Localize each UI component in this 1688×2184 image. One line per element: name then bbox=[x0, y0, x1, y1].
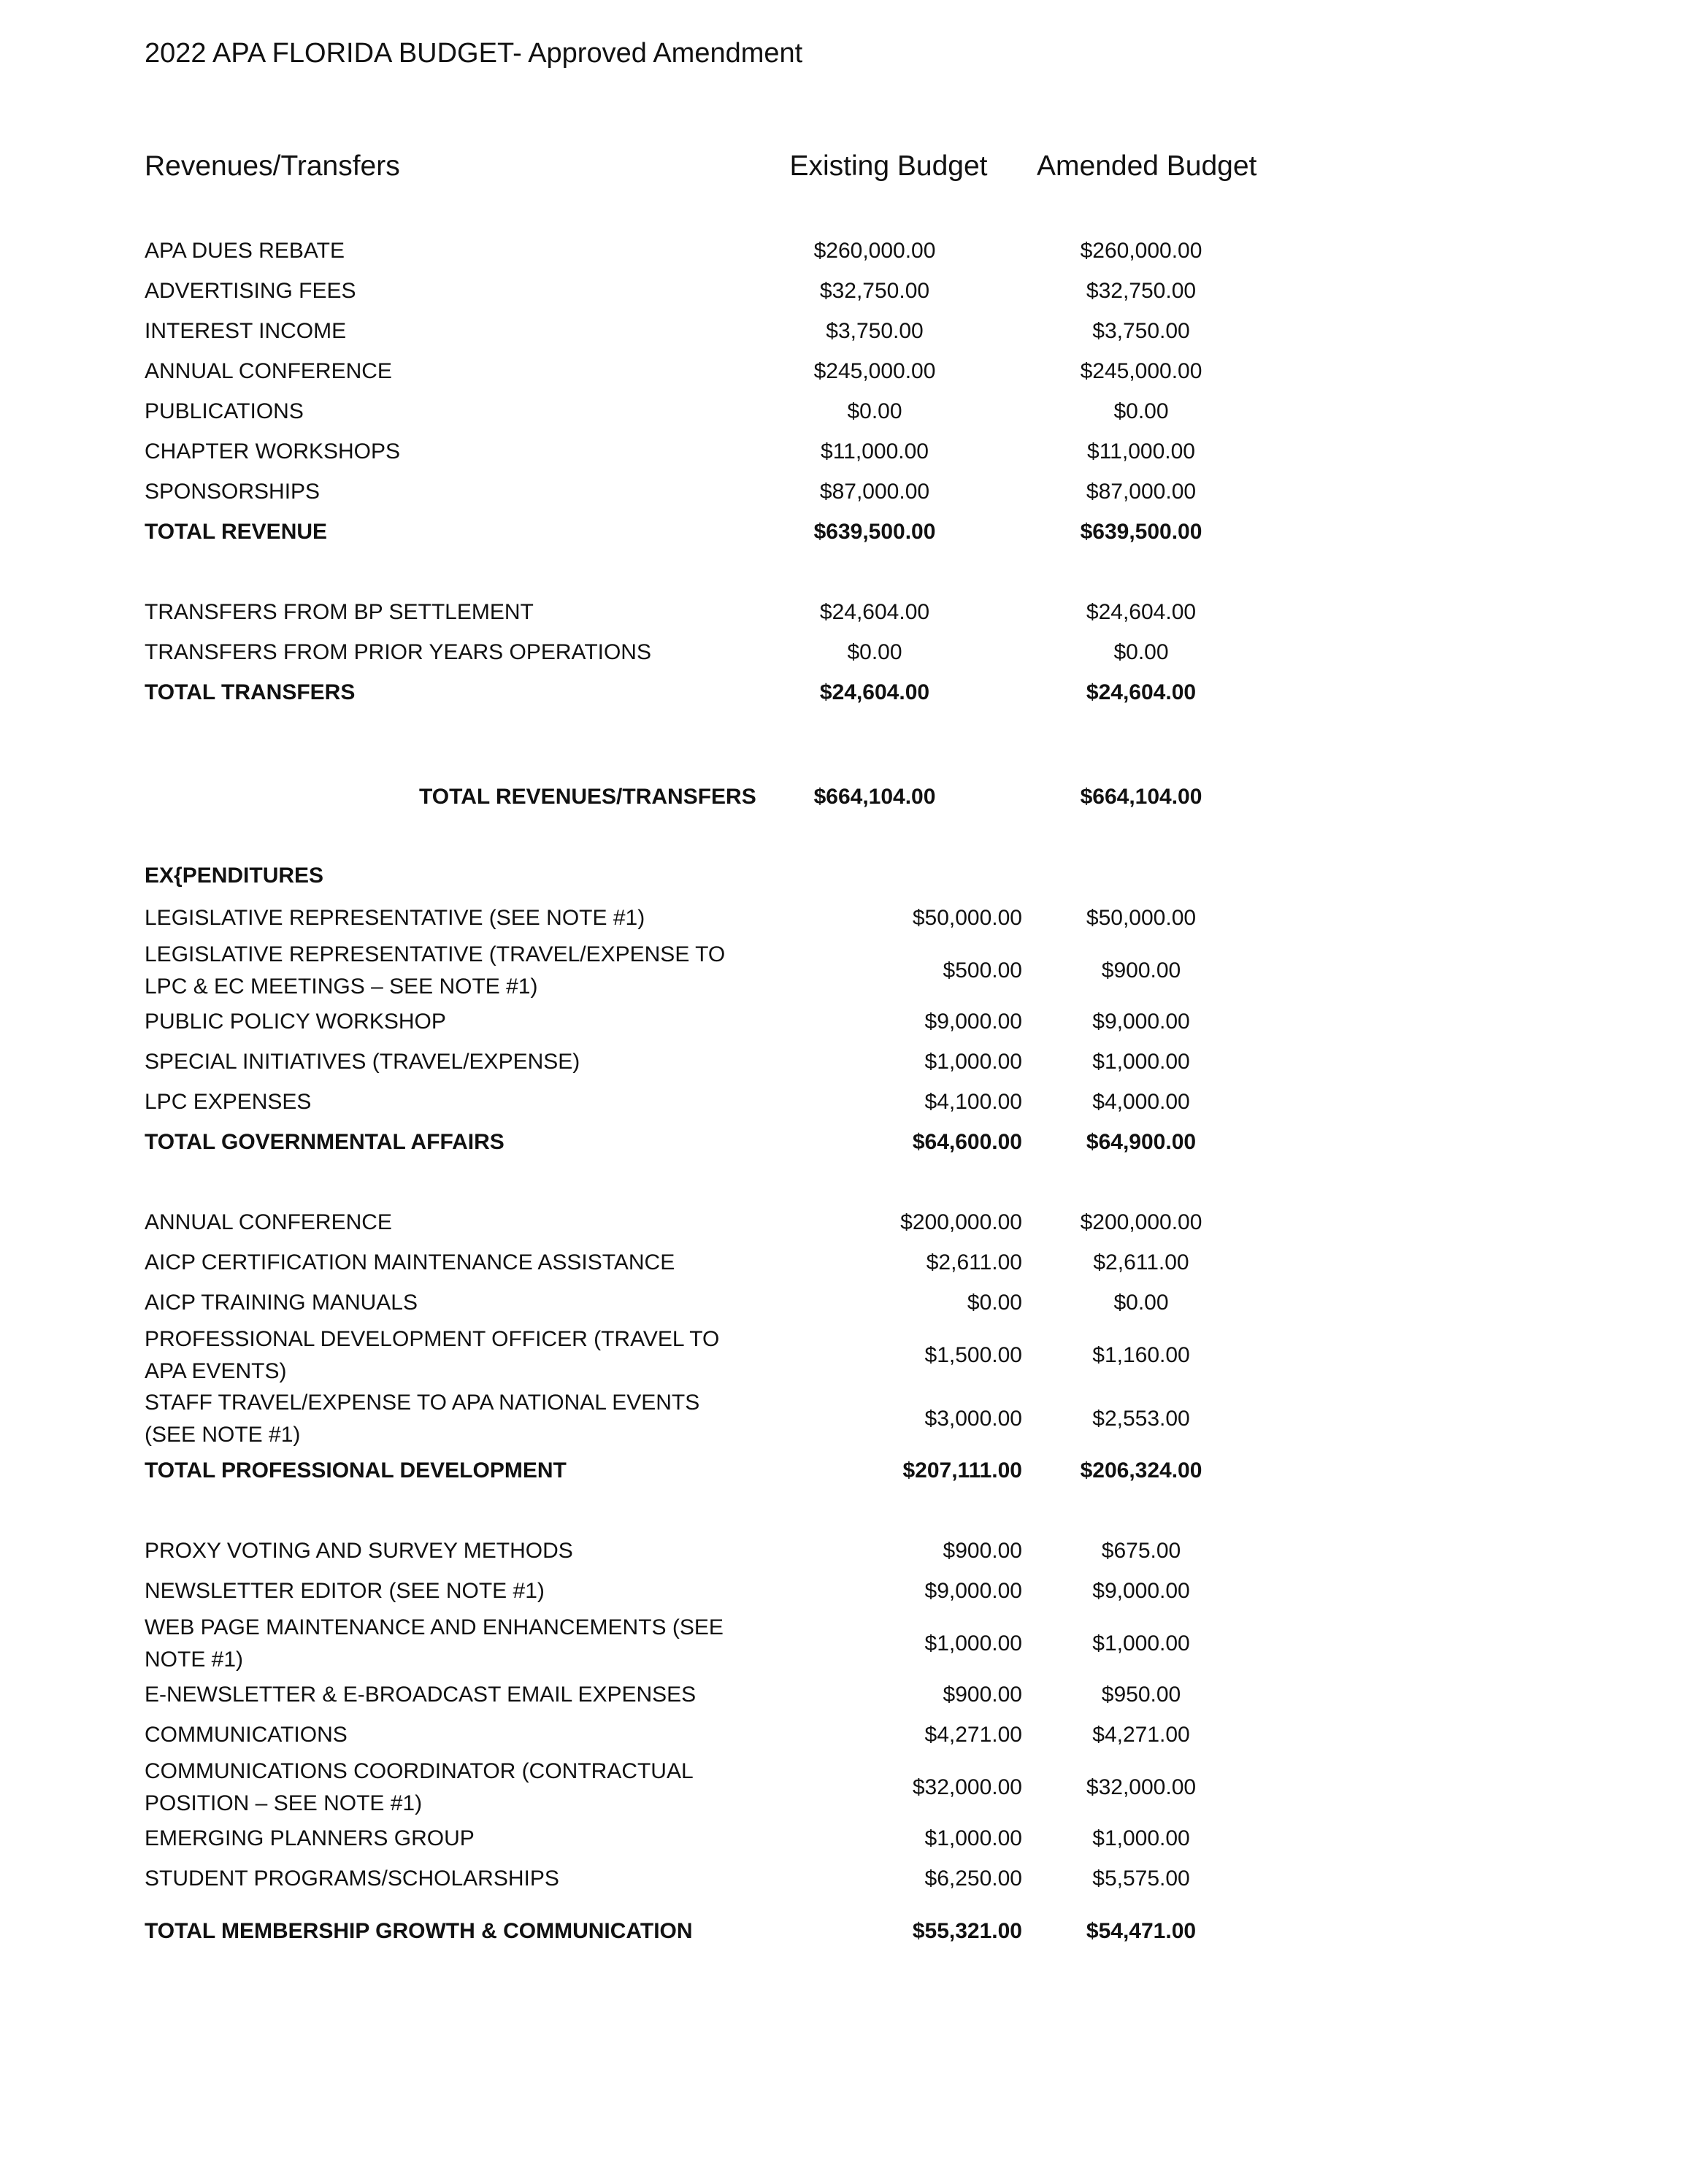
amended-value: $1,000.00 bbox=[1092, 1631, 1190, 1656]
amended-value: $0.00 bbox=[1113, 640, 1169, 664]
amended-value: $200,000.00 bbox=[1080, 1210, 1202, 1234]
amended-value: $245,000.00 bbox=[1080, 359, 1202, 383]
amended-value: $24,604.00 bbox=[1086, 600, 1197, 624]
existing-value: $200,000.00 bbox=[900, 1210, 1022, 1234]
amended-value: $32,000.00 bbox=[1086, 1775, 1197, 1799]
existing-value: $55,321.00 bbox=[912, 1919, 1022, 1943]
amended-value: $950.00 bbox=[1101, 1683, 1181, 1707]
existing-value: $0.00 bbox=[847, 399, 902, 423]
row-label: LEGISLATIVE REPRESENTATIVE (SEE NOTE #1) bbox=[145, 906, 645, 930]
existing-value: $900.00 bbox=[943, 1539, 1022, 1563]
existing-value: $11,000.00 bbox=[821, 439, 929, 464]
existing-value: $32,750.00 bbox=[819, 279, 930, 303]
column-header-amended-budget: Amended Budget bbox=[1037, 150, 1257, 182]
amended-value: $1,000.00 bbox=[1092, 1826, 1190, 1850]
amended-value: $1,160.00 bbox=[1092, 1343, 1190, 1367]
row-label: TOTAL MEMBERSHIP GROWTH & COMMUNICATION bbox=[145, 1919, 693, 1943]
amended-value: $64,900.00 bbox=[1086, 1130, 1197, 1154]
expenditure-row bbox=[145, 1612, 1313, 1676]
expenditure-row bbox=[145, 1323, 1313, 1388]
row-label: PUBLICATIONS bbox=[145, 399, 304, 423]
row-label: STAFF TRAVEL/EXPENSE TO APA NATIONAL EVENTS (SEE NOTE #1) bbox=[145, 1391, 700, 1447]
amended-value: $900.00 bbox=[1101, 958, 1181, 983]
expenditures-heading: EX{PENDITURES bbox=[145, 864, 324, 888]
row-label: PROXY VOTING AND SURVEY METHODS bbox=[145, 1539, 573, 1563]
row-label: COMMUNICATIONS bbox=[145, 1723, 348, 1747]
existing-value: $639,500.00 bbox=[813, 520, 936, 544]
amended-value: $50,000.00 bbox=[1086, 906, 1197, 930]
row-label: AICP CERTIFICATION MAINTENANCE ASSISTANCE bbox=[145, 1250, 675, 1274]
amended-value: $9,000.00 bbox=[1092, 1010, 1190, 1034]
row-label: PUBLIC POLICY WORKSHOP bbox=[145, 1010, 446, 1034]
column-header-revenues-transfers: Revenues/Transfers bbox=[145, 150, 400, 182]
row-label: ANNUAL CONFERENCE bbox=[145, 1210, 392, 1234]
row-label: CHAPTER WORKSHOPS bbox=[145, 439, 401, 464]
existing-value: $1,000.00 bbox=[924, 1826, 1022, 1850]
existing-value: $9,000.00 bbox=[924, 1579, 1022, 1603]
row-label: NEWSLETTER EDITOR (SEE NOTE #1) bbox=[145, 1579, 545, 1603]
amended-value: $9,000.00 bbox=[1092, 1579, 1190, 1603]
row-label: SPONSORSHIPS bbox=[145, 480, 321, 504]
amended-value: $54,471.00 bbox=[1086, 1919, 1197, 1943]
amended-value: $260,000.00 bbox=[1080, 239, 1202, 263]
row-label: PROFESSIONAL DEVELOPMENT OFFICER (TRAVEL TO APA EVENTS) bbox=[145, 1327, 720, 1383]
existing-value: $1,000.00 bbox=[924, 1050, 1022, 1074]
row-label: LPC EXPENSES bbox=[145, 1090, 312, 1114]
amended-value: $4,000.00 bbox=[1092, 1090, 1190, 1114]
existing-value: $32,000.00 bbox=[912, 1775, 1022, 1799]
amended-value: $4,271.00 bbox=[1092, 1723, 1190, 1747]
existing-value: $4,271.00 bbox=[924, 1723, 1022, 1747]
existing-value: $1,000.00 bbox=[924, 1631, 1022, 1656]
expenditure-row bbox=[145, 1387, 1313, 1451]
amended-value: $0.00 bbox=[1113, 399, 1169, 423]
row-label: TRANSFERS FROM PRIOR YEARS OPERATIONS bbox=[145, 640, 651, 664]
row-label: TOTAL GOVERNMENTAL AFFAIRS bbox=[145, 1130, 505, 1154]
amended-value: $87,000.00 bbox=[1086, 480, 1197, 504]
existing-value: $900.00 bbox=[943, 1683, 1022, 1707]
column-header-existing-budget: Existing Budget bbox=[789, 150, 988, 182]
existing-value: $1,500.00 bbox=[924, 1343, 1022, 1367]
existing-value: $664,104.00 bbox=[813, 785, 936, 809]
row-label: AICP TRAINING MANUALS bbox=[145, 1291, 418, 1315]
amended-value: $11,000.00 bbox=[1087, 439, 1195, 464]
existing-value: $0.00 bbox=[967, 1291, 1022, 1315]
row-label: APA DUES REBATE bbox=[145, 239, 345, 263]
row-label: LEGISLATIVE REPRESENTATIVE (TRAVEL/EXPENSE TO LPC & EC MEETINGS – SEE NOTE #1) bbox=[145, 942, 726, 999]
row-label: TOTAL PROFESSIONAL DEVELOPMENT bbox=[145, 1458, 567, 1483]
amended-value: $1,000.00 bbox=[1092, 1050, 1190, 1074]
existing-value: $4,100.00 bbox=[924, 1090, 1022, 1114]
row-label: E-NEWSLETTER & E-BROADCAST EMAIL EXPENSES bbox=[145, 1683, 697, 1707]
existing-value: $500.00 bbox=[943, 958, 1022, 983]
row-label: TOTAL REVENUES/TRANSFERS bbox=[419, 785, 756, 809]
existing-value: $87,000.00 bbox=[819, 480, 930, 504]
amended-value: $639,500.00 bbox=[1080, 520, 1202, 544]
amended-value: $2,611.00 bbox=[1093, 1250, 1189, 1274]
existing-value: $24,604.00 bbox=[819, 600, 930, 624]
existing-value: $260,000.00 bbox=[813, 239, 936, 263]
row-label: INTEREST INCOME bbox=[145, 319, 347, 343]
existing-value: $3,750.00 bbox=[826, 319, 924, 343]
existing-value: $64,600.00 bbox=[912, 1130, 1022, 1154]
amended-value: $664,104.00 bbox=[1080, 785, 1202, 809]
amended-value: $3,750.00 bbox=[1092, 319, 1190, 343]
existing-value: $3,000.00 bbox=[924, 1407, 1022, 1431]
amended-value: $24,604.00 bbox=[1086, 680, 1197, 704]
existing-value: $9,000.00 bbox=[924, 1010, 1022, 1034]
expenditure-row bbox=[145, 939, 1313, 1003]
amended-value: $206,324.00 bbox=[1080, 1458, 1202, 1483]
existing-value: $24,604.00 bbox=[819, 680, 930, 704]
existing-value: $0.00 bbox=[847, 640, 902, 664]
amended-value: $0.00 bbox=[1113, 1291, 1169, 1315]
existing-value: $6,250.00 bbox=[924, 1866, 1022, 1891]
row-label: TOTAL TRANSFERS bbox=[145, 680, 356, 704]
existing-value: $2,611.00 bbox=[926, 1250, 1022, 1274]
amended-value: $32,750.00 bbox=[1086, 279, 1197, 303]
row-label: TRANSFERS FROM BP SETTLEMENT bbox=[145, 600, 534, 624]
existing-value: $207,111.00 bbox=[902, 1458, 1022, 1483]
row-label: EMERGING PLANNERS GROUP bbox=[145, 1826, 475, 1850]
existing-value: $50,000.00 bbox=[912, 906, 1022, 930]
expenditure-row bbox=[145, 1756, 1313, 1820]
existing-value: $245,000.00 bbox=[813, 359, 936, 383]
row-label: WEB PAGE MAINTENANCE AND ENHANCEMENTS (SEE NOTE #1) bbox=[145, 1615, 724, 1672]
page-title: 2022 APA FLORIDA BUDGET- Approved Amendment bbox=[145, 38, 803, 69]
amended-value: $675.00 bbox=[1101, 1539, 1181, 1563]
row-label: COMMUNICATIONS COORDINATOR (CONTRACTUAL POSITION – SEE NOTE #1) bbox=[145, 1759, 693, 1815]
row-label: SPECIAL INITIATIVES (TRAVEL/EXPENSE) bbox=[145, 1050, 580, 1074]
row-label: STUDENT PROGRAMS/SCHOLARSHIPS bbox=[145, 1866, 559, 1891]
row-label: ANNUAL CONFERENCE bbox=[145, 359, 392, 383]
row-label: TOTAL REVENUE bbox=[145, 520, 328, 544]
amended-value: $5,575.00 bbox=[1092, 1866, 1190, 1891]
row-label: ADVERTISING FEES bbox=[145, 279, 356, 303]
amended-value: $2,553.00 bbox=[1092, 1407, 1190, 1431]
